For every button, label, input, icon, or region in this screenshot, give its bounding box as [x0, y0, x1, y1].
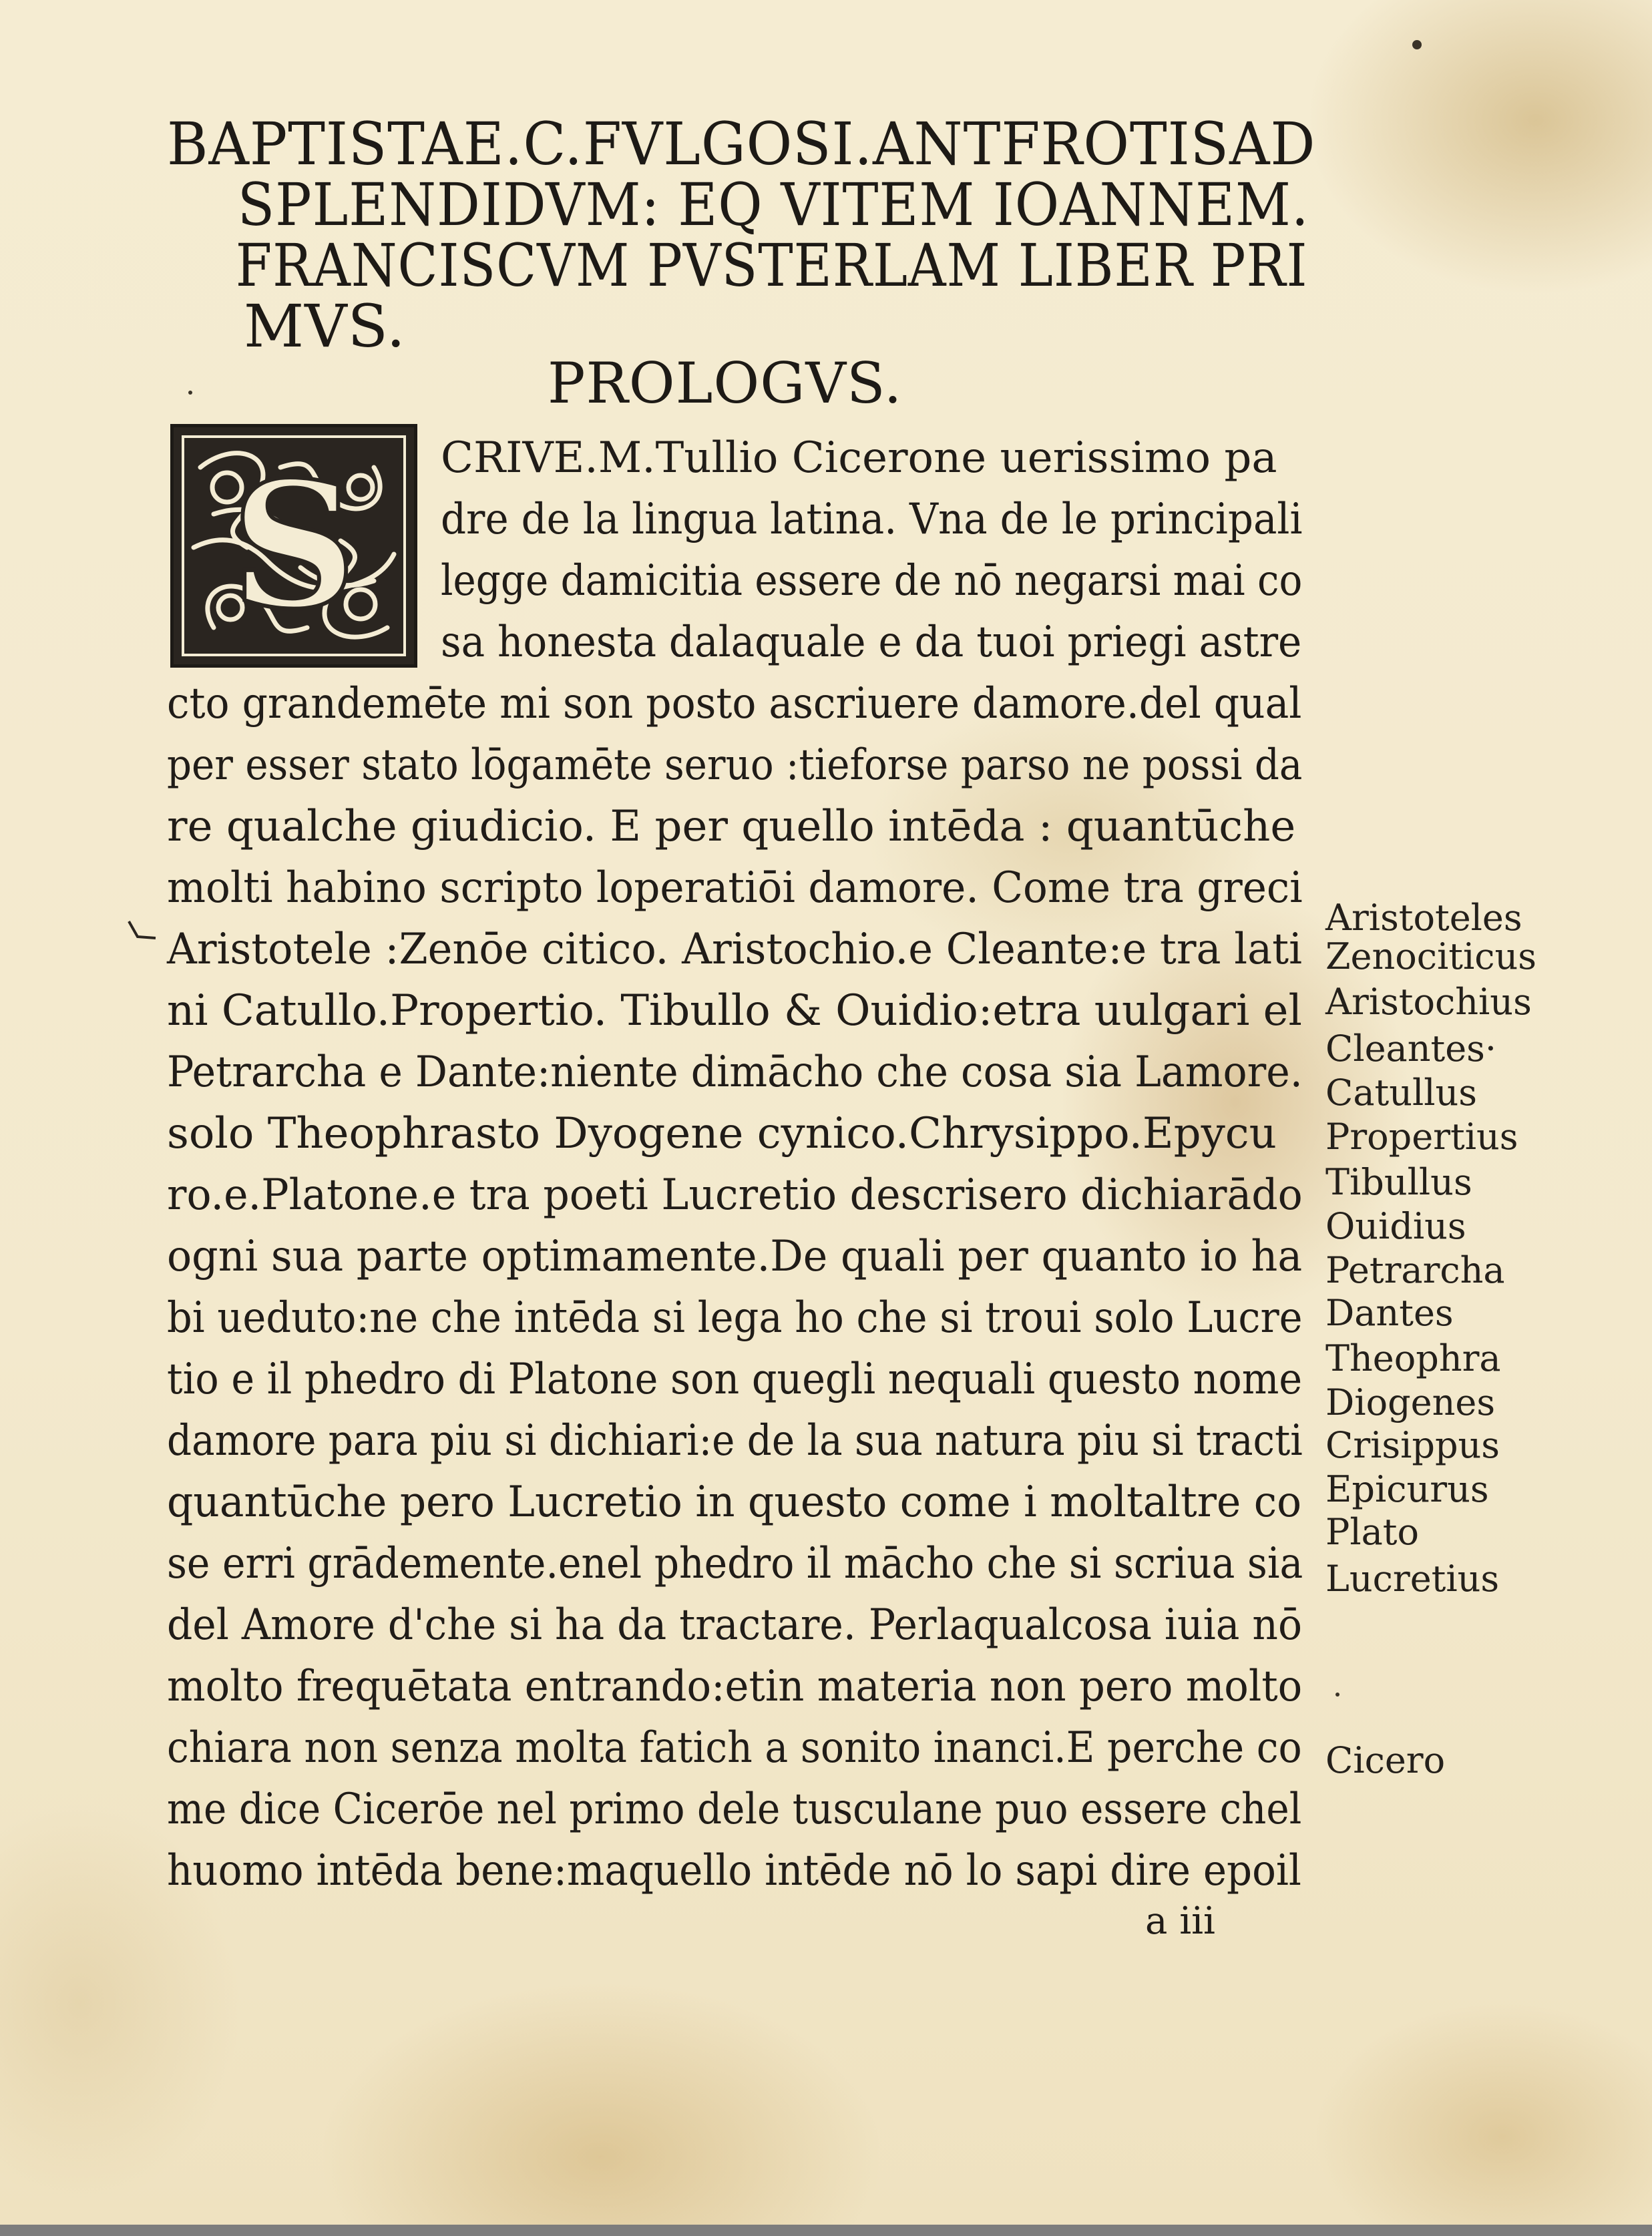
margin-note: Epicurus [1325, 1468, 1489, 1510]
body-line: tio e il phedro di Platone son quegli nequali questo nome [167, 1355, 1303, 1404]
margin-note: Theophra [1325, 1337, 1501, 1379]
ink-speck [188, 391, 192, 395]
margin-note: Catullus [1325, 1072, 1478, 1114]
body-line: dre de la lingua latina. Vna de le principali [441, 495, 1303, 544]
body-line: chiara non senza molta fatich a sonito inanci.E perche co [167, 1723, 1302, 1773]
body-line: re qualche giudicio. E per quello intēda : quantūche [167, 802, 1296, 851]
body-line: damore para piu si dichiari:e de la sua natura piu si tracti [167, 1416, 1303, 1466]
ink-speck [1412, 40, 1422, 49]
initial-letter: S [231, 444, 357, 648]
body-line: Petrarcha e Dante:niente dimācho che cosa sia Lamore. [167, 1048, 1303, 1097]
body-line: huomo intēda bene:maquello intēde nō lo sapi dire epoil [167, 1846, 1301, 1895]
title-line: MVS. [244, 292, 406, 361]
body-line: molto frequētata entrando:etin materia non pero molto [167, 1662, 1303, 1711]
margin-note: Propertius [1325, 1116, 1518, 1158]
body-line: quantūche pero Lucretio in questo come i moltaltre co [167, 1478, 1302, 1527]
body-line: sa honesta dalaquale e da tuoi priegi astre [441, 618, 1302, 667]
margin-note: Diogenes [1325, 1381, 1496, 1423]
signature-mark: a iii [1145, 1899, 1215, 1943]
margin-note: Cleantes· [1325, 1028, 1497, 1070]
margin-note: Cicero [1325, 1739, 1446, 1781]
margin-note: Tibullus [1325, 1161, 1472, 1203]
prologue-heading: PROLOGVS. [548, 351, 903, 416]
margin-note: Zenociticus [1325, 935, 1536, 977]
body-line: Aristotele :Zenōe citico. Aristochio.e Cleante:e tra lati [167, 925, 1302, 974]
body-line: cto grandemēte mi son posto ascriuere damore.del qual [167, 679, 1302, 728]
body-line: ro.e.Platone.e tra poeti Lucretio descrisero dichiarādo [167, 1170, 1303, 1220]
title-block [167, 109, 1316, 361]
margin-note: Aristochius [1325, 981, 1532, 1023]
body-line: del Amore d'che si ha da tractare. Perlaqualcosa iuia nō [167, 1600, 1302, 1650]
margin-note: Crisippus [1325, 1424, 1500, 1466]
title-line: BAPTISTAE.C.FVLGOSI.ANTFROTISAD [167, 109, 1316, 178]
margin-note: Petrarcha [1325, 1249, 1505, 1291]
margin-note: Aristoteles [1325, 897, 1522, 939]
body-line: CRIVE.M.Tullio Cicerone uerissimo pa [441, 433, 1277, 483]
body-line: me dice Cicerōe nel primo dele tusculane puo essere chel [167, 1785, 1302, 1834]
margin-note: Ouidius [1325, 1205, 1466, 1247]
body-line: se erri grādemente.enel phedro il mācho che si scriua sia [167, 1539, 1303, 1588]
body-line: per esser stato lōgamēte seruo :tieforse parso ne possi da [167, 740, 1303, 790]
body-line: ogni sua parte optimamente.De quali per quanto io ha [167, 1232, 1303, 1281]
body-line: solo Theophrasto Dyogene cynico.Chrysippo.Epycu [167, 1109, 1277, 1158]
ornament-icon [174, 427, 414, 664]
body-line: bi ueduto:ne che intēda si lega ho che si troui solo Lucre [167, 1293, 1303, 1343]
title-line: FRANCISCVM PVSTERLAM LIBER PRI [235, 231, 1308, 300]
margin-note: Dantes [1325, 1292, 1454, 1334]
decorated-initial-s [170, 424, 417, 668]
margin-note: Plato [1325, 1511, 1420, 1553]
body-line: molti habino scripto loperatiōi damore. Come tra greci [167, 863, 1303, 913]
marginal-mark-icon [126, 918, 159, 945]
ink-speck [1335, 1693, 1339, 1697]
body-line: legge damicitia essere de nō negarsi mai co [441, 556, 1303, 606]
margin-note: Lucretius [1325, 1558, 1500, 1600]
title-line: SPLENDIDVM: EQ VITEM IOANNEM. [237, 170, 1309, 239]
scan-edge [0, 2225, 1652, 2236]
body-line: ni Catullo.Propertio. Tibullo & Ouidio:etra uulgari el [167, 986, 1302, 1036]
